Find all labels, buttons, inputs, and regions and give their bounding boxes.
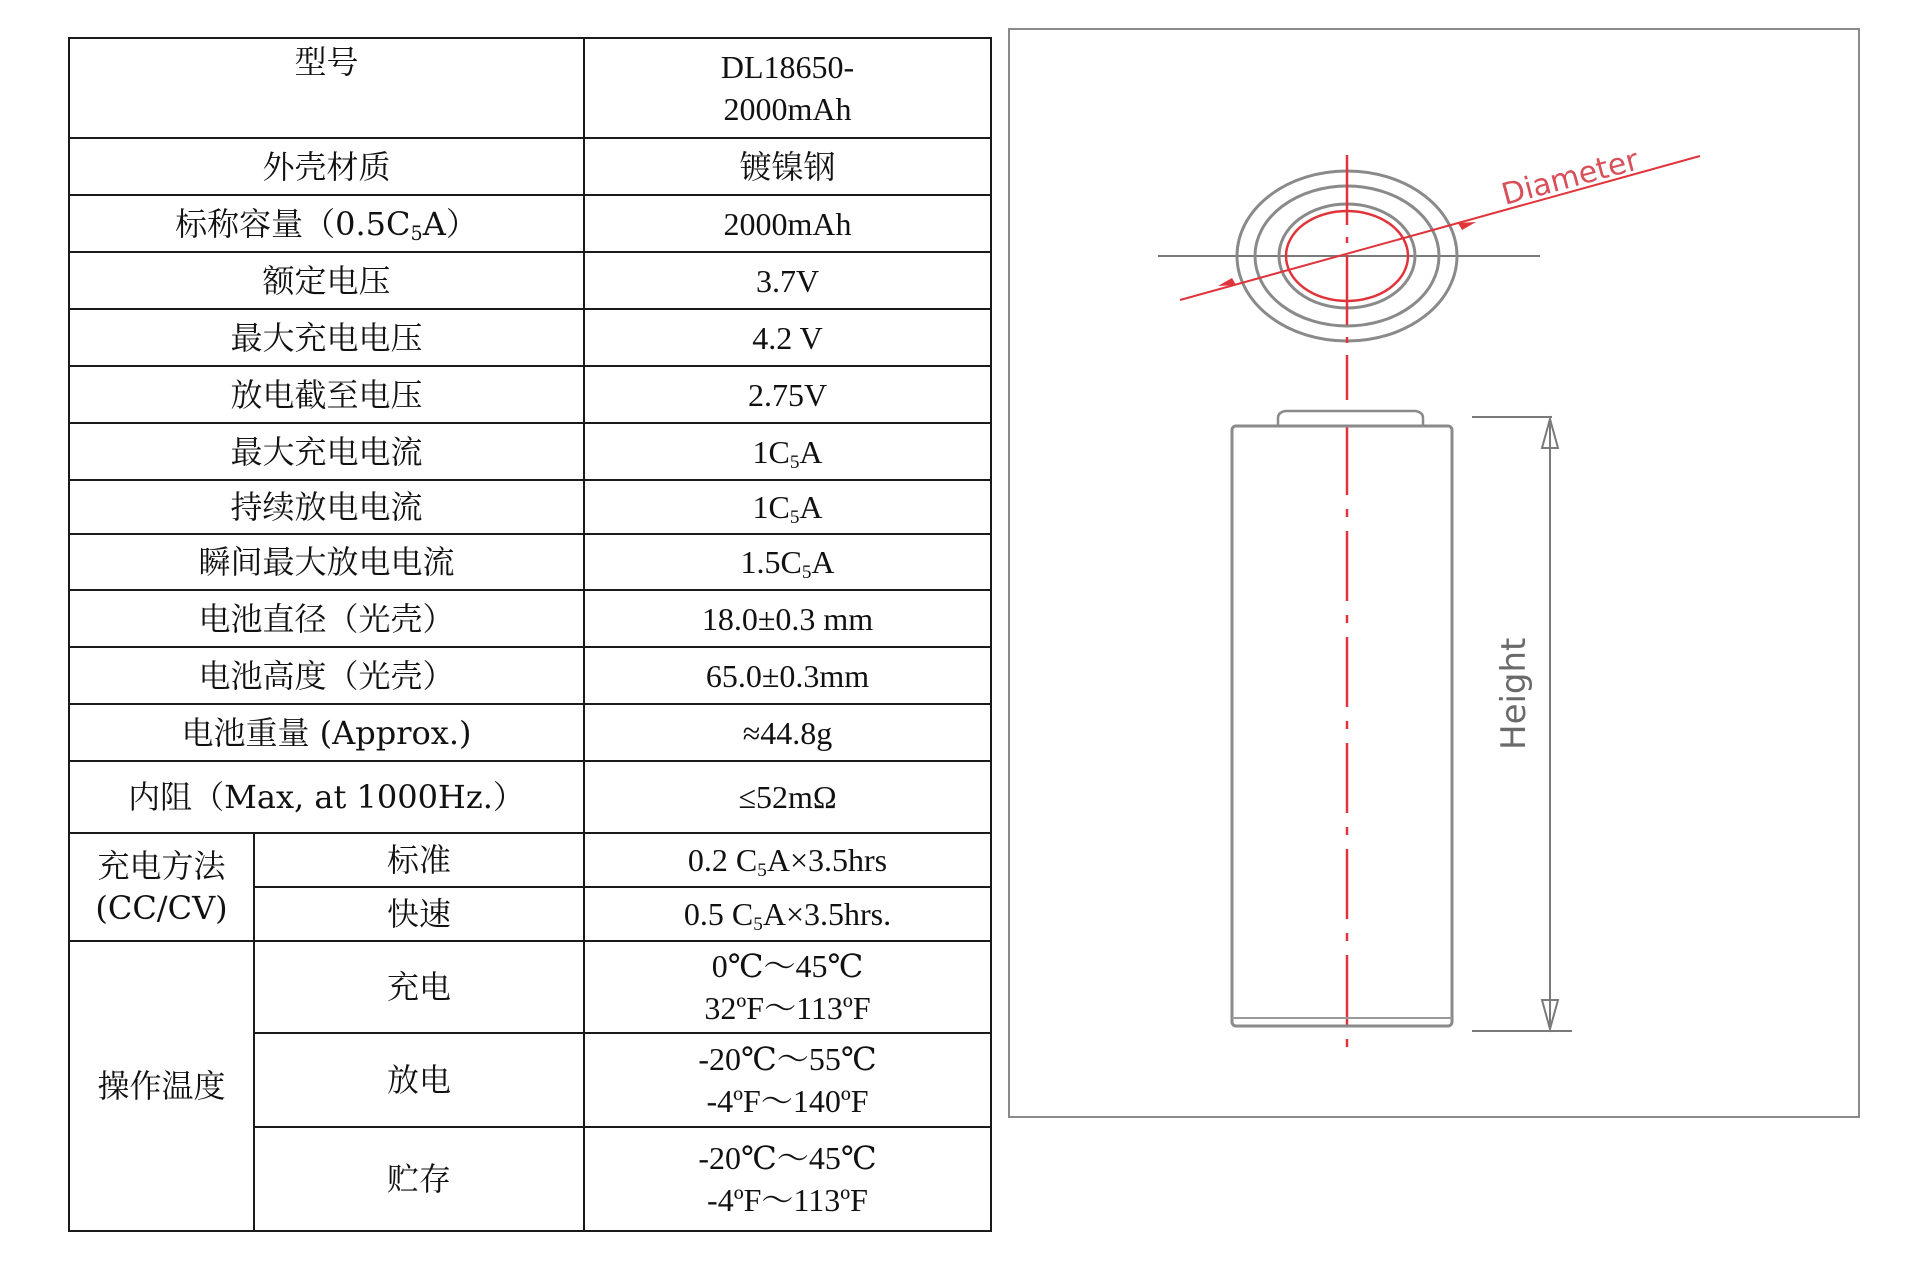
label-max-charge-voltage: 最大充电电压 xyxy=(69,309,584,366)
value-temp-discharge: -20℃～55℃ -4ºF～140ºF xyxy=(584,1033,991,1127)
table-row xyxy=(69,423,991,480)
height-dimension xyxy=(1472,417,1572,1031)
table-row xyxy=(69,647,991,704)
value-rated-voltage: 3.7V xyxy=(584,252,991,309)
label-shell-material: 外壳材质 xyxy=(69,138,584,195)
label-charging-fast: 快速 xyxy=(254,887,584,941)
label-operating-temperature: 操作温度 xyxy=(69,941,254,1231)
table-row xyxy=(69,309,991,366)
value-temp-storage: -20℃～45℃ -4ºF～113ºF xyxy=(584,1127,991,1231)
diameter-arrow-left xyxy=(1218,278,1236,286)
table-row xyxy=(69,195,991,252)
top-view xyxy=(1158,142,1700,341)
table-row xyxy=(69,941,991,1033)
label-continuous-discharge-current: 持续放电电流 xyxy=(69,480,584,534)
value-cell-diameter: 18.0±0.3 mm xyxy=(584,590,991,647)
table-row xyxy=(69,704,991,761)
value-nominal-capacity: 2000mAh xyxy=(584,195,991,252)
spec-table xyxy=(68,37,992,1232)
label-charging-standard: 标准 xyxy=(254,833,584,887)
table-row xyxy=(69,833,991,887)
height-label: Height xyxy=(1494,637,1534,750)
label-charging-method: 充电方法 (CC/CV) xyxy=(69,833,254,941)
table-row xyxy=(69,138,991,195)
table-row xyxy=(69,480,991,534)
label-cell-weight: 电池重量 (Approx.) xyxy=(69,704,584,761)
label-nominal-capacity: 标称容量$(0.5C_5A)$ xyxy=(69,195,584,252)
cell-body xyxy=(1232,426,1452,1026)
table-row xyxy=(69,252,991,309)
diameter-label: Diameter xyxy=(1498,142,1643,213)
value-discharge-cutoff-voltage: 2.75V xyxy=(584,366,991,423)
value-charging-standard: 0.2 $C_5A\times 3.5hrs$ xyxy=(584,833,991,887)
battery-drawing-svg xyxy=(1010,30,1862,1120)
label-rated-voltage: 额定电压 xyxy=(69,252,584,309)
label-temp-charge: 充电 xyxy=(254,941,584,1033)
side-view xyxy=(1232,411,1452,1026)
value-model: DL18650- 2000mAh xyxy=(584,38,991,138)
table-row xyxy=(69,534,991,590)
value-charging-fast: 0.5 $C_5A\times 3.5hrs$. xyxy=(584,887,991,941)
value-peak-discharge-current: $1.5C_5A$ xyxy=(584,534,991,590)
label-peak-discharge-current: 瞬间最大放电电流 xyxy=(69,534,584,590)
label-cell-height: 电池高度（光壳） xyxy=(69,647,584,704)
value-shell-material: 镀镍钢 xyxy=(584,138,991,195)
table-row xyxy=(69,761,991,833)
value-max-charge-current: $1C_5A$ xyxy=(584,423,991,480)
diameter-arrow-right xyxy=(1458,222,1476,230)
value-temp-charge: 0℃～45℃ 32ºF～113ºF xyxy=(584,941,991,1033)
label-model: 型号 xyxy=(69,38,584,138)
value-cell-height: 65.0±0.3mm xyxy=(584,647,991,704)
label-temp-storage: 贮存 xyxy=(254,1127,584,1231)
label-internal-resistance: 内阻（Max, at 1000Hz.） xyxy=(69,761,584,833)
value-max-charge-voltage: 4.2 V xyxy=(584,309,991,366)
positive-terminal-cap xyxy=(1278,411,1423,426)
table-row xyxy=(69,590,991,647)
value-internal-resistance: ≤52mΩ xyxy=(584,761,991,833)
label-discharge-cutoff-voltage: 放电截至电压 xyxy=(69,366,584,423)
value-cell-weight: ≈44.8g xyxy=(584,704,991,761)
value-continuous-discharge-current: $1C_5A$ xyxy=(584,480,991,534)
table-row xyxy=(69,38,991,138)
label-max-charge-current: 最大充电电流 xyxy=(69,423,584,480)
table-row xyxy=(69,366,991,423)
battery-drawing xyxy=(1008,28,1860,1118)
label-cell-diameter: 电池直径（光壳） xyxy=(69,590,584,647)
label-temp-discharge: 放电 xyxy=(254,1033,584,1127)
